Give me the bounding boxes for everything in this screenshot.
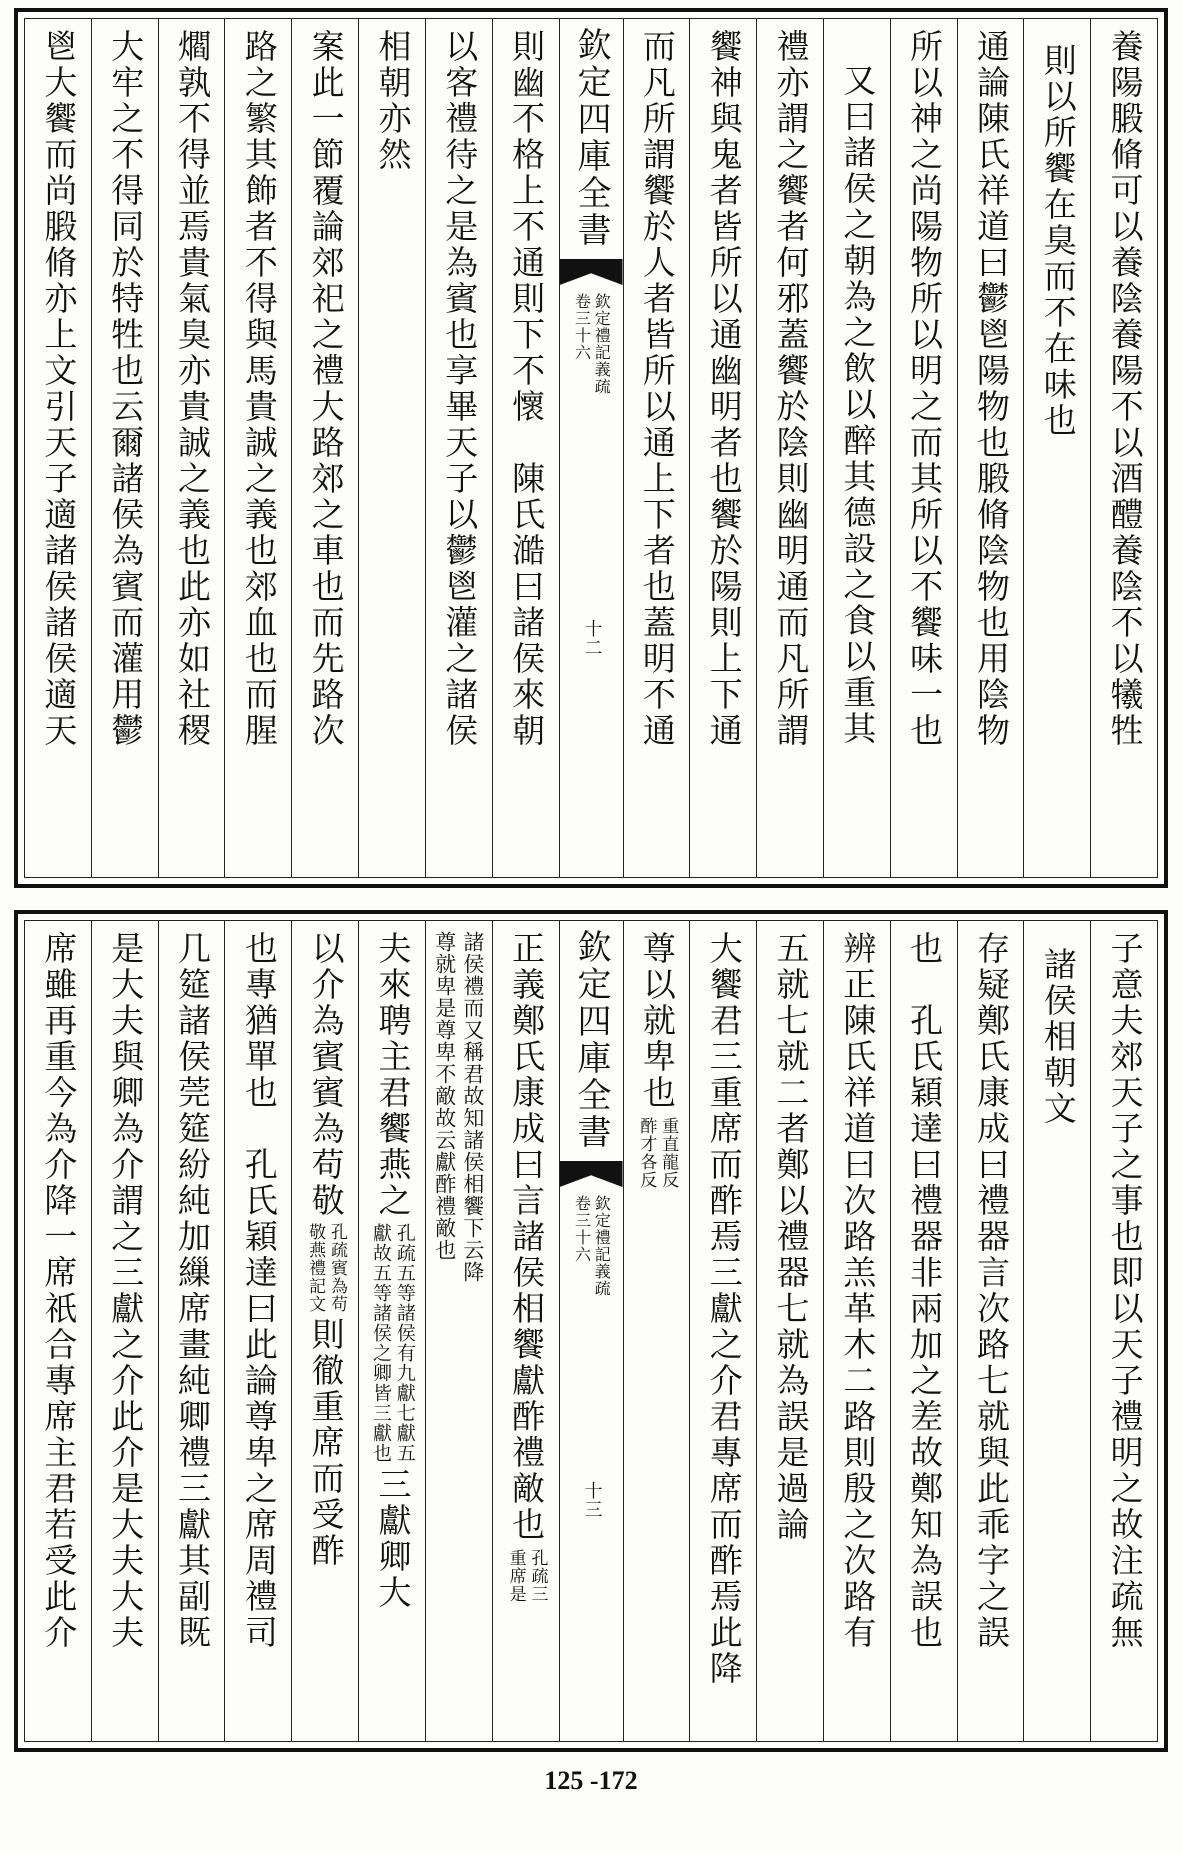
center-fold	[559, 19, 623, 877]
text-column	[291, 19, 358, 877]
commentary-note: 獻故五等諸侯之卿皆三獻也	[369, 1223, 392, 1463]
text-column	[957, 19, 1024, 877]
text-column	[224, 921, 291, 1741]
commentary-note: 諸侯禮而又稱君故知諸侯相饗下云降	[460, 931, 485, 1283]
column-text: 存疑鄭氏康成曰禮器言次路七就與此乖字之誤	[971, 931, 1011, 1651]
lower-page	[14, 910, 1168, 1752]
text-column	[756, 921, 823, 1741]
column-text: 以客禮待之是為賓也享畢天子以鬱鬯灌之諸侯	[440, 29, 480, 749]
volume-label: 卷三十六	[572, 1195, 592, 1263]
commentary-note: 敬燕禮記文	[305, 1223, 326, 1313]
annotation-pair	[305, 1223, 345, 1313]
column-text: 子意夫郊天子之事也即以天子禮明之故注疏無	[1105, 931, 1145, 1651]
column-text: 尊以就卑也	[637, 931, 677, 1111]
column-text: 以介為賓賓為苟敬	[306, 931, 346, 1219]
text-column	[25, 921, 91, 1741]
column-text: 養陽腶脩可以養陰養陽不以酒醴養陰不以犧牲	[1105, 29, 1145, 749]
annotation-pair	[637, 1117, 677, 1189]
column-text: 夫來聘主君饗燕之	[373, 931, 413, 1219]
column-text: 正義鄭氏康成曰言諸侯相饗獻酢禮敵也	[507, 931, 547, 1543]
text-column	[823, 19, 890, 877]
column-text: 相朝亦然	[373, 29, 413, 173]
text-column	[492, 19, 559, 877]
center-fold	[559, 921, 623, 1741]
commentary-note: 孔疏五等諸侯有九獻七獻五	[393, 1223, 416, 1463]
text-column	[890, 921, 957, 1741]
column-text: 饗神與鬼者皆所以通幽明者也饗於陽則上下通	[704, 29, 744, 749]
volume-label: 卷三十六	[572, 293, 592, 361]
column-text: 諸侯相朝文	[1038, 947, 1078, 1127]
text-column	[358, 921, 425, 1741]
text-column	[158, 19, 225, 877]
column-text: 也 孔氏穎達曰禮器非兩加之差故鄭知為誤也	[905, 931, 945, 1651]
book-title: 欽定四庫全書	[571, 27, 612, 249]
book-subtitle: 欽定禮記義疏	[592, 1195, 612, 1297]
fishtail-mark	[560, 1161, 623, 1187]
text-column	[25, 19, 91, 877]
column-text: 所以神之尚陽物所以明之而其所以不饗味一也	[905, 29, 945, 749]
upper-page-columns	[24, 18, 1158, 878]
column-text: 而凡所謂饗於人者皆所以通上下者也蓋明不通	[637, 29, 677, 749]
column-text: 又曰諸侯之朝為之飲以醉其德設之食以重其	[838, 63, 878, 747]
column-text: 則幽不格上不通則下不懷 陳氏澔曰諸侯來朝	[507, 29, 547, 749]
text-column	[224, 19, 291, 877]
annotation-pair	[434, 931, 484, 1283]
column-text: 大饗君三重席而酢焉三獻之介君專席而酢焉此降	[704, 931, 744, 1687]
column-text: 則以所饗在臭而不在味也	[1038, 43, 1078, 439]
page-number: 十二	[581, 619, 603, 657]
column-text: 三獻卿大	[373, 1467, 413, 1611]
commentary-note: 孔疏賓為苟	[327, 1223, 347, 1313]
folio-number: 125 -172	[544, 1766, 638, 1795]
text-column	[358, 19, 425, 877]
text-column	[291, 921, 358, 1741]
annotation-pair	[370, 1223, 414, 1463]
column-text: 則徹重席而受酢	[306, 1317, 346, 1569]
page-number: 十三	[581, 1481, 603, 1519]
column-text: 五就七就二者鄭以禮器七就為誤是過論	[771, 931, 811, 1543]
text-column	[823, 921, 890, 1741]
text-column	[756, 19, 823, 877]
book-title: 欽定四庫全書	[571, 929, 612, 1151]
phonetic-note: 酢才各反	[636, 1117, 657, 1189]
column-text: 席雖再重今為介降一席祇合專席主君若受此介	[39, 931, 79, 1651]
commentary-note: 孔疏三	[527, 1549, 548, 1603]
column-text: 也專猶單也 孔氏穎達曰此論尊卑之席周禮司	[239, 931, 279, 1651]
text-column	[1090, 19, 1157, 877]
text-column	[623, 19, 690, 877]
column-text: 辨正陳氏祥道曰次路羔革木二路則殷之次路有	[838, 931, 878, 1651]
column-text: 大牢之不得同於特牲也云爾諸侯為賓而灌用鬱	[106, 29, 146, 749]
text-column	[890, 19, 957, 877]
column-text: 几筵諸侯莞筵紛純加繅席畫純卿禮三獻其副既	[173, 931, 212, 1651]
column-text: 爓孰不得並焉貴氣臭亦貴誠之義也此亦如社稷	[173, 29, 212, 749]
column-text: 通論陳氏祥道曰鬱鬯陽物也腶脩陰物也用陰物	[971, 29, 1011, 749]
text-column	[1090, 921, 1157, 1741]
text-column	[158, 921, 225, 1741]
phonetic-note: 重直龍反	[658, 1117, 679, 1189]
column-text: 鬯大饗而尚腶脩亦上文引天子適諸侯諸侯適天	[39, 29, 79, 749]
text-column	[91, 19, 158, 877]
fishtail-mark	[560, 259, 623, 285]
commentary-note: 重席是	[505, 1549, 526, 1603]
column-text: 路之繁其飾者不得與馬貴誠之義也郊血也而腥	[239, 29, 279, 749]
text-column	[689, 19, 756, 877]
text-column	[492, 921, 559, 1741]
column-text: 案此一節覆論郊祀之禮大路郊之車也而先路次	[306, 29, 346, 749]
column-text: 是大夫與卿為介謂之三獻之介此介是大夫大夫	[106, 931, 146, 1651]
lower-page-columns	[24, 920, 1158, 1742]
text-column	[425, 921, 492, 1741]
text-column	[91, 921, 158, 1741]
text-column	[623, 921, 690, 1741]
column-text: 禮亦謂之饗者何邪蓋饗於陰則幽明通而凡所謂	[771, 29, 811, 749]
text-column	[689, 921, 756, 1741]
commentary-note: 尊就卑是尊卑不敵故云獻酢禮敵也	[432, 931, 457, 1261]
annotation-pair	[506, 1549, 546, 1603]
text-column	[957, 921, 1024, 1741]
text-column	[425, 19, 492, 877]
book-subtitle: 欽定禮記義疏	[592, 293, 612, 395]
text-column	[1023, 921, 1090, 1741]
book-subtitle-block	[573, 1195, 610, 1297]
book-subtitle-block	[573, 293, 610, 395]
text-column	[1023, 19, 1090, 877]
upper-page	[14, 8, 1168, 888]
